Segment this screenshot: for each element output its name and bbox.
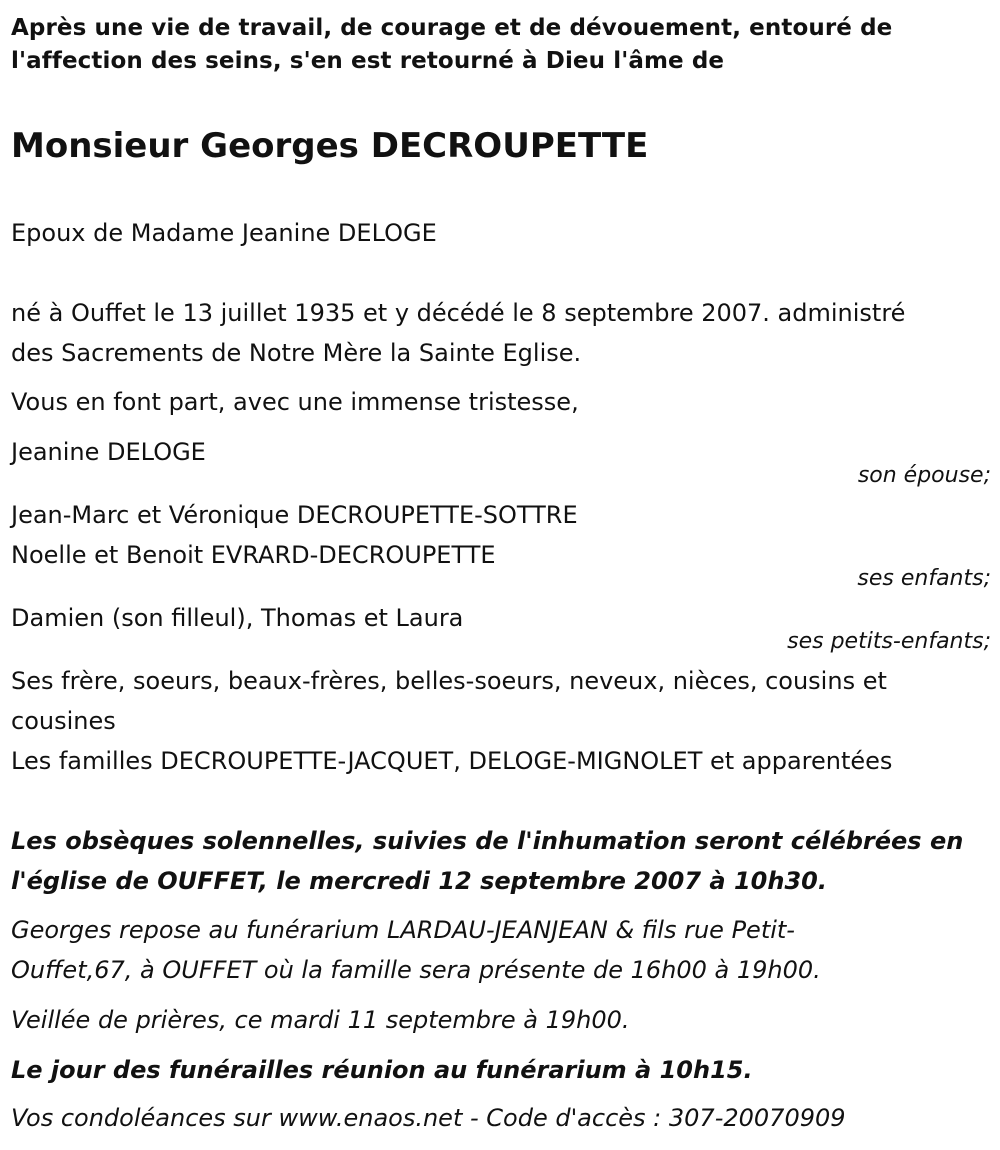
intro-paragraph: [11, 8, 991, 81]
birth-death-line-1: né à Ouffet le 13 juillet 1935 et y décédé le 8 septembre 2007. administré: [11, 299, 906, 327]
meeting-line: Le jour des funérailles réunion au funérarium à 10h15.: [11, 1056, 753, 1084]
ceremony-line-2: l'église de OUFFET, le mercredi 12 septembre 2007 à 10h30.: [11, 867, 827, 895]
intro-line-2: l'affection des seins, s'en est retourné à Dieu l'âme de: [11, 48, 725, 74]
families-line: Les familles DECROUPETTE-JACQUET, DELOGE-MIGNOLET et apparentées: [11, 747, 893, 775]
relatives-line-2: cousines: [11, 707, 116, 735]
repose-line-1: Georges repose au funérarium LARDAU-JEANJEAN & fils rue Petit-: [11, 916, 795, 944]
birth-death-line-2: des Sacrements de Notre Mère la Sainte Eglise.: [11, 339, 582, 367]
grandchildren-names: Damien (son filleul), Thomas et Laura: [11, 604, 464, 632]
spouse-role: son épouse;: [857, 463, 991, 488]
vigil-line: Veillée de prières, ce mardi 11 septembre à 19h00.: [11, 1006, 630, 1034]
child-name-2: Noelle et Benoit EVRARD-DECROUPETTE: [11, 541, 496, 569]
announcement-line: Vous en font part, avec une immense tristesse,: [11, 388, 579, 416]
condolences-line: Vos condoléances sur www.enaos.net - Code d'accès : 307-20070909: [11, 1104, 846, 1132]
intro-line-1: Après une vie de travail, de courage et de dévouement, entouré de: [11, 15, 893, 41]
relatives-line-1: Ses frère, soeurs, beaux-frères, belles-soeurs, neveux, nièces, cousins et: [11, 667, 887, 695]
spouse-name: Jeanine DELOGE: [11, 438, 206, 466]
children-role: ses enfants;: [857, 566, 991, 591]
grandchildren-role: ses petits-enfants;: [787, 629, 991, 654]
ceremony-line-1: Les obsèques solennelles, suivies de l'inhumation seront célébrées en: [11, 827, 964, 855]
child-name-1: Jean-Marc et Véronique DECROUPETTE-SOTTRE: [11, 501, 578, 529]
repose-line-2: Ouffet,67, à OUFFET où la famille sera présente de 16h00 à 19h00.: [11, 956, 821, 984]
spouse-line: Epoux de Madame Jeanine DELOGE: [11, 219, 437, 247]
deceased-name: Monsieur Georges DECROUPETTE: [11, 126, 649, 166]
